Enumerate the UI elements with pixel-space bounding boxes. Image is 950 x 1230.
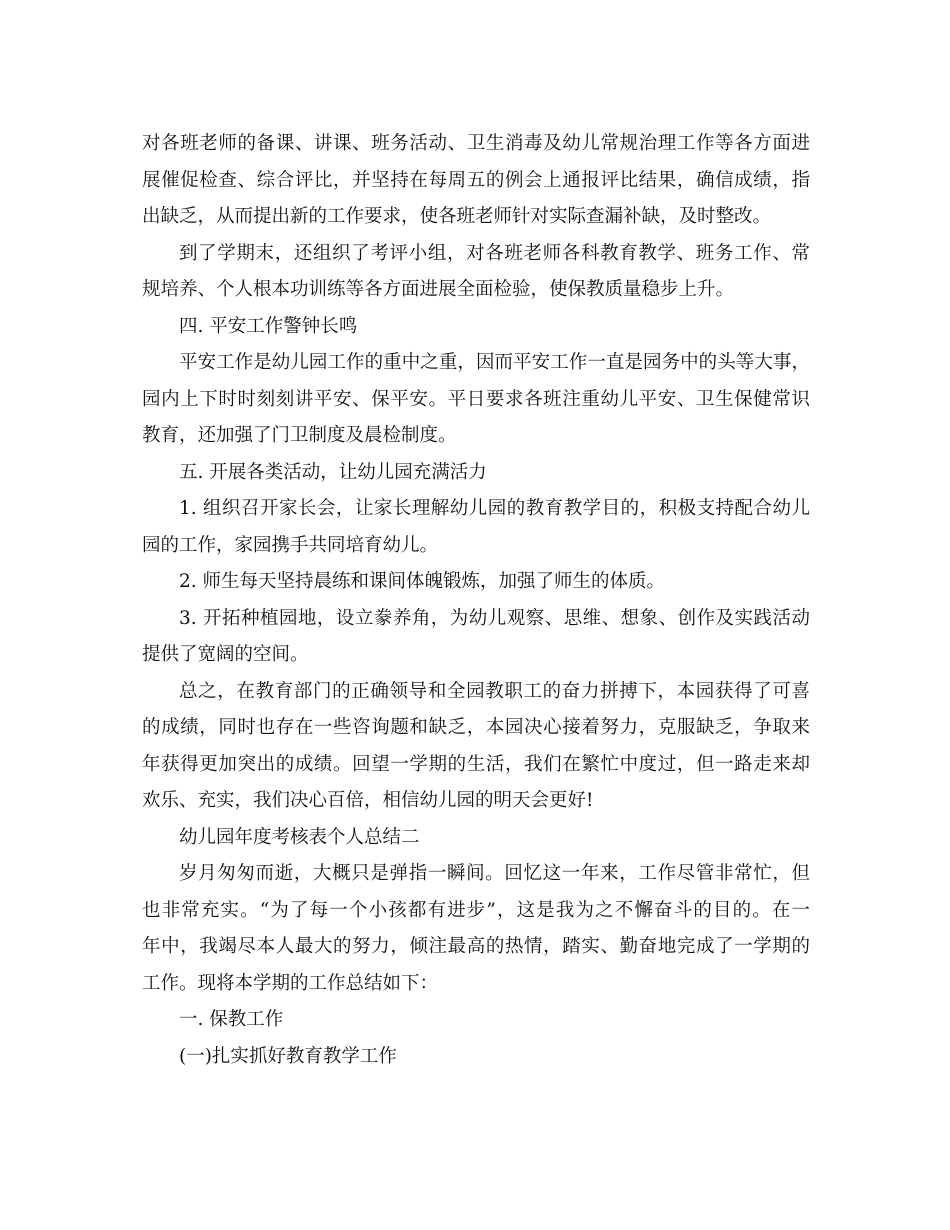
text-line: 提供了宽阔的空间。 [142,644,309,665]
text-line: 幼儿园年度考核表个人总结二 [179,826,420,848]
text-line: 展催促检查、综合评比，并坚持在每周五的例会上通报评比结果，确信成绩，指 [142,169,810,191]
text-line: 总之，在教育部门的正确领导和全园教职工的奋力拼搏下，本园获得了可喜 [179,680,810,702]
text-line: 五. 开展各类活动，让幼儿园充满活力 [179,461,487,483]
text-line: (一)扎实抓好教育教学工作 [179,1045,397,1067]
text-line: 岁月匆匆而逝，大概只是弹指一瞬间。回忆这一年来，工作尽管非常忙，但 [179,863,810,884]
text-line: 也非常充实。“为了每一个小孩都有进步”，这是我为之不懈奋斗的目的。在一 [142,899,810,921]
text-line: 的成绩，同时也存在一些咨询题和缺乏，本园决心接着努力，克服缺乏，争取来 [142,717,810,738]
text-line: 四. 平安工作警钟长鸣 [179,315,358,337]
text-line: 教育，还加强了门卫制度及晨检制度。 [142,425,457,446]
text-line: 工作。现将本学期的工作总结如下： [142,972,439,994]
text-line: 欢乐、充实，我们决心百倍，相信幼儿园的明天会更好! [142,790,594,811]
text-line: 到了学期末，还组织了考评小组，对各班老师各科教育教学、班务工作、常 [179,242,810,264]
text-line: 平安工作是幼儿园工作的重中之重，因而平安工作一直是园务中的头等大事， [179,352,810,373]
text-line: 一. 保教工作 [179,1009,284,1030]
text-line: 年中，我竭尽本人最大的努力，倾注最高的热情，踏实、勤奋地完成了一学期的 [142,936,810,957]
text-line: 出缺乏，从而提出新的工作要求，使各班老师针对实际查漏补缺，及时整改。 [142,206,772,227]
text-line: 2. 师生每天坚持晨练和课间体魄锻炼，加强了师生的体质。 [179,571,666,592]
text-line: 对各班老师的备课、讲课、班务活动、卫生消毒及幼儿常规治理工作等各方面进 [142,133,810,154]
text-line: 园的工作，家园携手共同培育幼儿。 [142,534,439,556]
text-line: 年获得更加突出的成绩。回望一学期的生活，我们在繁忙中度过，但一路走来却 [142,753,810,775]
text-line: 园内上下时时刻刻讲平安、保平安。平日要求各班注重幼儿平安、卫生保健常识 [142,388,810,410]
text-line: 规培养、个人根本功训练等各方面进展全面检验，使保教质量稳步上升。 [142,279,735,300]
document-body [142,126,810,1075]
text-line: 3. 开拓种植园地，设立豢养角，为幼儿观察、思维、想象、创作及实践活动 [179,607,810,629]
text-line: 1. 组织召开家长会，让家长理解幼儿园的教育教学目的，积极支持配合幼儿 [179,498,810,519]
